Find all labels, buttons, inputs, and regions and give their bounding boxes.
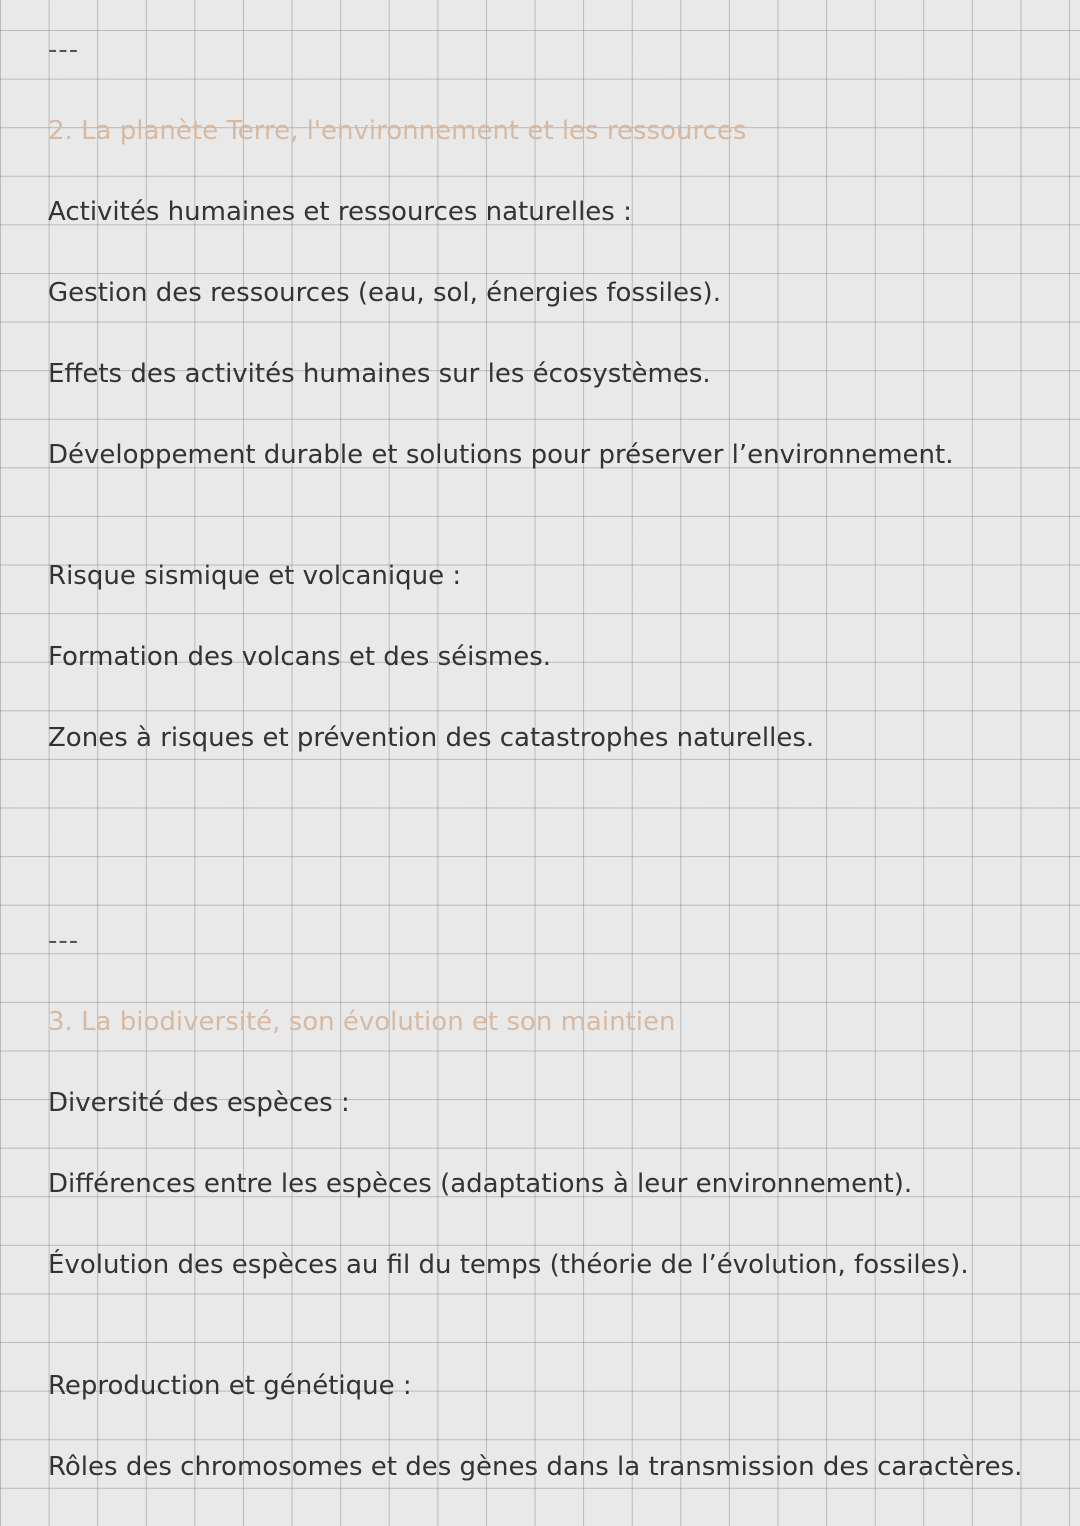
list-item: Rôles des chromosomes et des gènes dans la transmission des caractères. [48,1452,1023,1482]
section-separator: --- [48,926,80,956]
subsection-heading: Diversité des espèces : [48,1088,350,1118]
subsection-heading: Risque sismique et volcanique : [48,561,462,591]
section-title: 2. La planète Terre, l'environnement et les ressources [48,116,747,146]
subsection-heading: Activités humaines et ressources naturelles : [48,197,632,227]
list-item: Développement durable et solutions pour préserver l’environnement. [48,440,954,470]
list-item: Formation des volcans et des séismes. [48,642,552,672]
list-item: Différences entre les espèces (adaptations à leur environnement). [48,1169,913,1199]
list-item: Gestion des ressources (eau, sol, énergies fossiles). [48,278,721,308]
list-item: Zones à risques et prévention des catastrophes naturelles. [48,723,815,753]
list-item: Effets des activités humaines sur les écosystèmes. [48,359,711,389]
section-title: 3. La biodiversité, son évolution et son maintien [48,1007,676,1037]
subsection-heading: Reproduction et génétique : [48,1371,412,1401]
list-item: Évolution des espèces au fil du temps (théorie de l’évolution, fossiles). [48,1250,969,1280]
section-separator: --- [48,35,80,65]
